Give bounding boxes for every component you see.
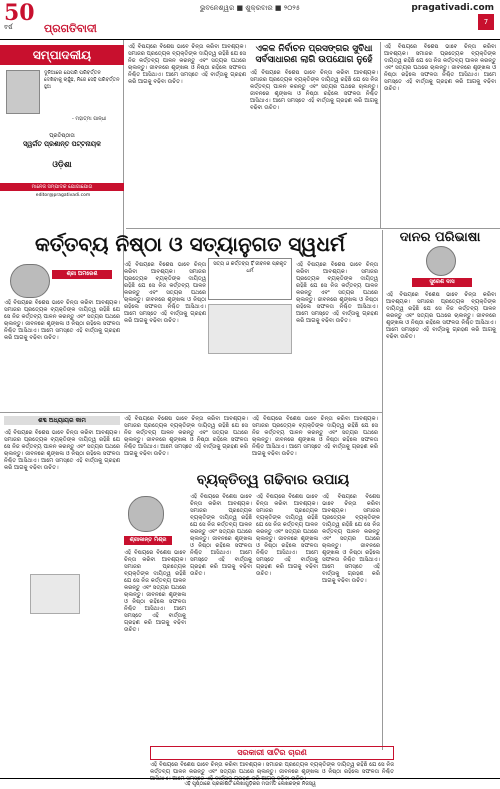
author-label-2: ସୁରେଶ ଦାସ: [412, 278, 472, 287]
founder-block: [4, 132, 120, 149]
lower-col-a: ଏହି ବିଷୟରେ ବିଶେଷ ଭାବେ ଚିନ୍ତା କରିବା ଆବଶ୍ୟକ। ସମାଜର ପ୍ରତ୍ୟେକ ବ୍ୟକ୍ତିଙ୍କ ଦାୟିତ୍ୱ ରହିଛି ଯେ ସେ ନିଜ କର୍ତ୍ତବ୍ୟ ପାଳନ କରନ୍ତୁ ଏବଂ ସତ୍ୟର ପଥରେ ଚାଲନ୍ତୁ। ଜୀବନରେ ଶୃଙ୍ଖଳା ଓ ନିଷ୍ଠା ରହିଲେ ସଫଳତା ନିଶ୍ଚିତ ଆସିଥାଏ। ଆମେ ସମସ୍ତେ ଏହି ବାର୍ତ୍ତାକୁ ଗ୍ରହଣ କରି ଆଗକୁ ବଢିବା ଉଚିତ।: [124, 550, 186, 633]
column-2: ଏହି ବିଷୟରେ ବିଶେଷ ଭାବେ ଚିନ୍ତା କରିବା ଆବଶ୍ୟକ। ସମାଜର ପ୍ରତ୍ୟେକ ବ୍ୟକ୍ତିଙ୍କ ଦାୟିତ୍ୱ ରହିଛି ଯେ ସେ ନିଜ କର୍ତ୍ତବ୍ୟ ପାଳନ କରନ୍ତୁ ଏବଂ ସତ୍ୟର ପଥରେ ଚାଲନ୍ତୁ। ଜୀବନରେ ଶୃଙ୍ଖଳା ଓ ନିଷ୍ଠା ରହିଲେ ସଫଳତା ନିଶ୍ଚିତ ଆସିଥାଏ। ଆମେ ସମସ୍ତେ ଏହି ବାର୍ତ୍ତାକୁ ଗ୍ରହଣ କରି ଆଗକୁ ବଢିବା ଉଚିତ।: [250, 70, 378, 111]
main-col-b: ଏହି ବିଷୟରେ ବିଶେଷ ଭାବେ ଚିନ୍ତା କରିବା ଆବଶ୍ୟକ। ସମାଜର ପ୍ରତ୍ୟେକ ବ୍ୟକ୍ତିଙ୍କ ଦାୟିତ୍ୱ ରହିଛି ଯେ ସେ ନିଜ କର୍ତ୍ତବ୍ୟ ପାଳନ କରନ୍ତୁ ଏବଂ ସତ୍ୟର ପଥରେ ଚାଲନ୍ତୁ। ଜୀବନରେ ଶୃଙ୍ଖଳା ଓ ନିଷ୍ଠା ରହିଲେ ସଫଳତା ନିଶ୍ଚିତ ଆସିଥାଏ। ଆମେ ସମସ୍ତେ ଏହି ବାର୍ତ୍ତାକୁ ଗ୍ରହଣ କରି ଆଗକୁ ବଢିବା ଉଚିତ।: [124, 262, 206, 324]
column-3: ଏହି ବିଷୟରେ ବିଶେଷ ଭାବେ ଚିନ୍ତା କରିବା ଆବଶ୍ୟକ। ସମାଜର ପ୍ରତ୍ୟେକ ବ୍ୟକ୍ତିଙ୍କ ଦାୟିତ୍ୱ ରହିଛି ଯେ ସେ ନିଜ କର୍ତ୍ତବ୍ୟ ପାଳନ କରନ୍ତୁ ଏବଂ ସତ୍ୟର ପଥରେ ଚାଲନ୍ତୁ। ଜୀବନରେ ଶୃଙ୍ଖଳା ଓ ନିଷ୍ଠା ରହିଲେ ସଫଳତା ନିଶ୍ଚିତ ଆସିଥାଏ। ଆମେ ସମସ୍ତେ ଏହି ବାର୍ତ୍ତାକୁ ଗ୍ରହଣ କରି ଆଗକୁ ବଢିବା ଉଚିତ।: [384, 44, 496, 92]
logo-illustration: [30, 574, 80, 614]
page-number: 7: [478, 14, 494, 30]
side-column: ଏହି ବିଷୟରେ ବିଶେଷ ଭାବେ ଚିନ୍ତା କରିବା ଆବଶ୍ୟକ। ସମାଜର ପ୍ରତ୍ୟେକ ବ୍ୟକ୍ତିଙ୍କ ଦାୟିତ୍ୱ ରହିଛି ଯେ ସେ ନିଜ କର୍ତ୍ତବ୍ୟ ପାଳନ କରନ୍ତୁ ଏବଂ ସତ୍ୟର ପଥରେ ଚାଲନ୍ତୁ। ଜୀବନରେ ଶୃଙ୍ଖଳା ଓ ନିଷ୍ଠା ରହିଲେ ସଫଳତା ନିଶ୍ଚିତ ଆସିଥାଏ। ଆମେ ସମସ୍ତେ ଏହି ବାର୍ତ୍ତାକୁ ଗ୍ରହଣ କରି ଆଗକୁ ବଢିବା ଉଚିତ।: [386, 292, 496, 340]
mid-col-b: ଏହି ବିଷୟରେ ବିଶେଷ ଭାବେ ଚିନ୍ତା କରିବା ଆବଶ୍ୟକ। ସମାଜର ପ୍ରତ୍ୟେକ ବ୍ୟକ୍ତିଙ୍କ ଦାୟିତ୍ୱ ରହିଛି ଯେ ସେ ନିଜ କର୍ତ୍ତବ୍ୟ ପାଳନ କରନ୍ତୁ ଏବଂ ସତ୍ୟର ପଥରେ ଚାଲନ୍ତୁ। ଜୀବନରେ ଶୃଙ୍ଖଳା ଓ ନିଷ୍ଠା ରହିଲେ ସଫଳତା ନିଶ୍ଚିତ ଆସିଥାଏ। ଆମେ ସମସ୍ତେ ଏହି ବାର୍ତ୍ତାକୁ ଗ୍ରହଣ କରି ଆଗକୁ ବଢିବା ଉଚିତ।: [252, 416, 378, 457]
editorial-masthead: [0, 40, 124, 298]
logo-sub: ବର୍ଷ: [4, 24, 13, 31]
mid-col-a: ଏହି ବିଷୟରେ ବିଶେଷ ଭାବେ ଚିନ୍ତା କରିବା ଆବଶ୍ୟକ। ସମାଜର ପ୍ରତ୍ୟେକ ବ୍ୟକ୍ତିଙ୍କ ଦାୟିତ୍ୱ ରହିଛି ଯେ ସେ ନିଜ କର୍ତ୍ତବ୍ୟ ପାଳନ କରନ୍ତୁ ଏବଂ ସତ୍ୟର ପଥରେ ଚାଲନ୍ତୁ। ଜୀବନରେ ଶୃଙ୍ଖଳା ଓ ନିଷ୍ଠା ରହିଲେ ସଫଳତା ନିଶ୍ଚିତ ଆସିଥାଏ। ଆମେ ସମସ୍ତେ ଏହି ବାର୍ତ୍ତାକୁ ଗ୍ରହଣ କରି ଆଗକୁ ବଢିବା ଉଚିତ।: [124, 416, 248, 457]
footer-note: ଏହି ପୃଷ୍ଠାରେ ପ୍ରକାଶିତ ଲେଖାଗୁଡ଼ିକର ମତାମତ ଲେଖକଙ୍କ ନିଜସ୍ୱ: [0, 778, 500, 788]
small-headline: ଶବ୍ଦ ଅଧ୍ୟାୟର କାମ: [4, 416, 120, 425]
founder-label: ପ୍ରତିଷ୍ଠାତା: [49, 133, 75, 139]
top-bar: [0, 0, 500, 40]
lower-col-d: ଏହି ବିଷୟରେ ବିଶେଷ ଭାବେ ଚିନ୍ତା କରିବା ଆବଶ୍ୟକ। ସମାଜର ପ୍ରତ୍ୟେକ ବ୍ୟକ୍ତିଙ୍କ ଦାୟିତ୍ୱ ରହିଛି ଯେ ସେ ନିଜ କର୍ତ୍ତବ୍ୟ ପାଳନ କରନ୍ତୁ ଏବଂ ସତ୍ୟର ପଥରେ ଚାଲନ୍ତୁ। ଜୀବନରେ ଶୃଙ୍ଖଳା ଓ ନିଷ୍ଠା ରହିଲେ ସଫଳତା ନିଶ୍ଚିତ ଆସିଥାଏ। ଆମେ ସମସ୍ତେ ଏହି ବାର୍ତ୍ତାକୁ ଗ୍ରହଣ କରି ଆଗକୁ ବଢିବା ଉଚିତ।: [322, 494, 380, 584]
site-url[interactable]: pragativadi.com: [411, 3, 494, 13]
founder-name: ସ୍ୱର୍ଗତ ପ୍ରଶାନ୍ତ ପଟ୍ଟନାୟକ: [23, 140, 101, 148]
author-photo-3: [128, 496, 164, 532]
author-photo-2: [426, 246, 456, 276]
author-label-3: ଶ୍ରୀକାନ୍ତ ମିଶ୍ର: [124, 536, 172, 545]
box-headline: ସରକାରୀ ସାଟିର ଚାରଣ: [150, 746, 394, 760]
dateline: ଭୁବନେଶ୍ୱର ■ ଶୁକ୍ରବାର ■ ୨୦୨୫: [199, 4, 301, 12]
lower-col-c: ଏହି ବିଷୟରେ ବିଶେଷ ଭାବେ ଚିନ୍ତା କରିବା ଆବଶ୍ୟକ। ସମାଜର ପ୍ରତ୍ୟେକ ବ୍ୟକ୍ତିଙ୍କ ଦାୟିତ୍ୱ ରହିଛି ଯେ ସେ ନିଜ କର୍ତ୍ତବ୍ୟ ପାଳନ କରନ୍ତୁ ଏବଂ ସତ୍ୟର ପଥରେ ଚାଲନ୍ତୁ। ଜୀବନରେ ଶୃଙ୍ଖଳା ଓ ନିଷ୍ଠା ରହିଲେ ସଫଳତା ନିଶ୍ଚିତ ଆସିଥାଏ। ଆମେ ସମସ୍ତେ ଏହି ବାର୍ତ୍ତାକୁ ଗ୍ରହଣ କରି ଆଗକୁ ବଢିବା ଉଚିତ।: [256, 494, 318, 577]
box-text: ଏହି ବିଷୟରେ ବିଶେଷ ଭାବେ ଚିନ୍ତା କରିବା ଆବଶ୍ୟକ। ସମାଜର ପ୍ରତ୍ୟେକ ବ୍ୟକ୍ତିଙ୍କ ଦାୟିତ୍ୱ ରହିଛି ଯେ ସେ ନିଜ କର୍ତ୍ତବ୍ୟ ପାଳନ କରନ୍ତୁ ଏବଂ ସତ୍ୟର ପଥରେ ଚାଲନ୍ତୁ। ଜୀବନରେ ଶୃଙ୍ଖଳା ଓ ନିଷ୍ଠା ରହିଲେ ସଫଳତା ନିଶ୍ଚିତ ଆସିଥାଏ। ଆମେ ସମସ୍ତେ ଏହି ବାର୍ତ୍ତାକୁ ଗ୍ରହଣ କରି ଆଗକୁ ବଢିବା ଉଚିତ।: [150, 762, 394, 782]
location: ଓଡ଼ିଶା: [52, 160, 72, 169]
pull-quote: ସତ୍ୟ ଓ କର୍ତ୍ତବ୍ୟ ହିଁ ଜୀବନର ପ୍ରକୃତ ଧର୍ମ: [208, 258, 292, 300]
section-title: ସମ୍ପାଦକୀୟ: [0, 45, 124, 65]
gandhi-portrait: [6, 70, 40, 114]
logo-number: 50: [4, 0, 35, 26]
small-column: ଏହି ବିଷୟରେ ବିଶେଷ ଭାବେ ଚିନ୍ତା କରିବା ଆବଶ୍ୟକ। ସମାଜର ପ୍ରତ୍ୟେକ ବ୍ୟକ୍ତିଙ୍କ ଦାୟିତ୍ୱ ରହିଛି ଯେ ସେ ନିଜ କର୍ତ୍ତବ୍ୟ ପାଳନ କରନ୍ତୁ ଏବଂ ସତ୍ୟର ପଥରେ ଚାଲନ୍ତୁ। ଜୀବନରେ ଶୃଙ୍ଖଳା ଓ ନିଷ୍ଠା ରହିଲେ ସଫଳତା ନିଶ୍ଚିତ ଆସିଥାଏ। ଆମେ ସମସ୍ତେ ଏହି ବାର୍ତ୍ତାକୁ ଗ୍ରହଣ କରି ଆଗକୁ ବଢିବା ଉଚିତ।: [4, 430, 120, 471]
contact-bar: ମାନେଜ ସମ୍ପାଦକ ଯୋଗାଯୋଗ: [0, 183, 124, 191]
main-headline: କର୍ତ୍ତବ୍ୟ ନିଷ୍ଠା ଓ ସତ୍ୟାନୁଗତ ସ୍ୱଧର୍ମ: [35, 232, 345, 256]
top-headline: ଏକକ ନିର୍ବାଚନ ପ୍ରସଙ୍ଗର ସୁବିଧା ସର୍ବସାଧାରଣ ଲାଗି ଉପଯୋଗ ନୁହେଁ: [255, 44, 373, 65]
column-1: ଏହି ବିଷୟରେ ବିଶେଷ ଭାବେ ଚିନ୍ତା କରିବା ଆବଶ୍ୟକ। ସମାଜର ପ୍ରତ୍ୟେକ ବ୍ୟକ୍ତିଙ୍କ ଦାୟିତ୍ୱ ରହିଛି ଯେ ସେ ନିଜ କର୍ତ୍ତବ୍ୟ ପାଳନ କରନ୍ତୁ ଏବଂ ସତ୍ୟର ପଥରେ ଚାଲନ୍ତୁ। ଜୀବନରେ ଶୃଙ୍ଖଳା ଓ ନିଷ୍ଠା ରହିଲେ ସଫଳତା ନିଶ୍ଚିତ ଆସିଥାଏ। ଆମେ ସମସ୍ତେ ଏହି ବାର୍ତ୍ତାକୁ ଗ୍ରହଣ କରି ଆଗକୁ ବଢିବା ଉଚିତ।: [128, 44, 246, 85]
main-col-c: ଏହି ବିଷୟରେ ବିଶେଷ ଭାବେ ଚିନ୍ତା କରିବା ଆବଶ୍ୟକ। ସମାଜର ପ୍ରତ୍ୟେକ ବ୍ୟକ୍ତିଙ୍କ ଦାୟିତ୍ୱ ରହିଛି ଯେ ସେ ନିଜ କର୍ତ୍ତବ୍ୟ ପାଳନ କରନ୍ତୁ ଏବଂ ସତ୍ୟର ପଥରେ ଚାଲନ୍ତୁ। ଜୀବନରେ ଶୃଙ୍ଖଳା ଓ ନିଷ୍ଠା ରହିଲେ ସଫଳତା ନିଶ୍ଚିତ ଆସିଥାଏ। ଆମେ ସମସ୍ତେ ଏହି ବାର୍ତ୍ତାକୁ ଗ୍ରହଣ କରି ଆଗକୁ ବଢିବା ଉଚିତ।: [296, 262, 378, 324]
author-label-1: ଶ୍ରୀ ଅମରେଶ: [52, 270, 112, 279]
lower-col-b: ଏହି ବିଷୟରେ ବିଶେଷ ଭାବେ ଚିନ୍ତା କରିବା ଆବଶ୍ୟକ। ସମାଜର ପ୍ରତ୍ୟେକ ବ୍ୟକ୍ତିଙ୍କ ଦାୟିତ୍ୱ ରହିଛି ଯେ ସେ ନିଜ କର୍ତ୍ତବ୍ୟ ପାଳନ କରନ୍ତୁ ଏବଂ ସତ୍ୟର ପଥରେ ଚାଲନ୍ତୁ। ଜୀବନରେ ଶୃଙ୍ଖଳା ଓ ନିଷ୍ଠା ରହିଲେ ସଫଳତା ନିଶ୍ଚିତ ଆସିଥାଏ। ଆମେ ସମସ୍ତେ ଏହି ବାର୍ତ୍ତାକୁ ଗ୍ରହଣ କରି ଆଗକୁ ବଢିବା ଉଚିତ।: [190, 494, 252, 577]
email[interactable]: editor@pragativadi.com: [35, 193, 91, 198]
author-photo-1: [10, 264, 50, 298]
side-headline: ଦାନର ପରିଭାଷା: [399, 230, 481, 245]
quote-text: ଦୁନିଆରେ ଯେପରି ପରିବର୍ତ୍ତନ ଦେଖିବାକୁ ଚାହୁଁଛ, ନିଜେ ସେହି ପରିବର୍ତ୍ତନ ହୁଅ: [44, 70, 120, 90]
main-col-a: ଏହି ବିଷୟରେ ବିଶେଷ ଭାବେ ଚିନ୍ତା କରିବା ଆବଶ୍ୟକ। ସମାଜର ପ୍ରତ୍ୟେକ ବ୍ୟକ୍ତିଙ୍କ ଦାୟିତ୍ୱ ରହିଛି ଯେ ସେ ନିଜ କର୍ତ୍ତବ୍ୟ ପାଳନ କରନ୍ତୁ ଏବଂ ସତ୍ୟର ପଥରେ ଚାଲନ୍ତୁ। ଜୀବନରେ ଶୃଙ୍ଖଳା ଓ ନିଷ୍ଠା ରହିଲେ ସଫଳତା ନିଶ୍ଚିତ ଆସିଥାଏ। ଆମେ ସମସ୍ତେ ଏହି ବାର୍ତ୍ତାକୁ ଗ୍ରହଣ କରି ଆଗକୁ ବଢିବା ଉଚିତ।: [4, 300, 120, 341]
anniversary-logo: [4, 2, 40, 38]
brand-name: ପ୍ରଗତିବାଦୀ: [44, 22, 97, 35]
article-image: [208, 304, 292, 354]
lower-headline: ବ୍ୟକ୍ତିତ୍ୱ ଗଢିବାର ଉପାୟ: [196, 472, 350, 488]
quote-author: - ମହାତ୍ମା ଗାନ୍ଧୀ: [72, 116, 107, 122]
